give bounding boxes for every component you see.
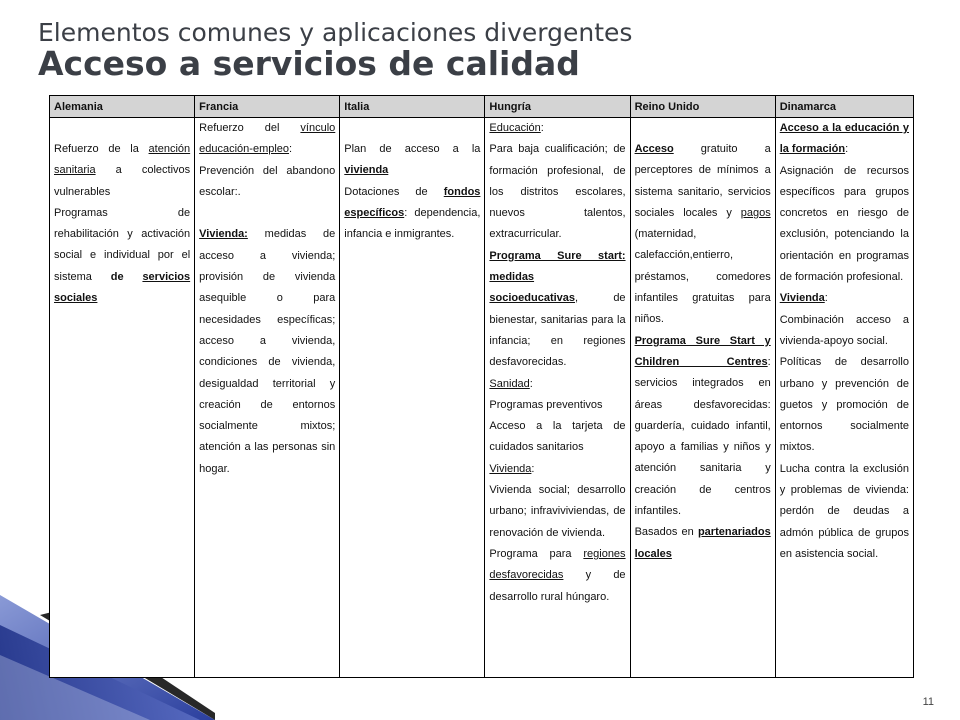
column-header: Alemania: [50, 96, 195, 118]
text: :: [529, 377, 533, 390]
text: Combinación acceso a vivienda-apoyo social.: [779, 313, 909, 347]
text-underlined: pagos: [740, 206, 771, 219]
cell-italia: [340, 118, 485, 678]
text-underlined: Vivienda: [489, 462, 532, 475]
column-header: Dinamarca: [775, 96, 913, 118]
column-header: Hungría: [485, 96, 630, 118]
text-bold-underlined: Acceso a la educación y la formación: [779, 122, 909, 156]
text: Programas de rehabilitación y activación social e individual por el sistema: [54, 206, 191, 283]
text: :: [289, 143, 293, 156]
cell-reino-unido: [630, 118, 775, 678]
text-bold-underlined: vivienda: [344, 164, 389, 177]
cell-hungria: [485, 118, 630, 678]
text: (maternidad, calefacción,entierro, préstamos, comedores infantiles gratuitas para niños.: [634, 228, 771, 326]
text: a colectivos vulnerables: [54, 164, 191, 198]
text-bold-underlined: partenariados locales: [634, 526, 771, 560]
text-underlined: atención sanitaria: [54, 143, 191, 177]
text: :: [824, 292, 828, 305]
text: Programas preventivos: [489, 398, 603, 411]
cell-alemania: [50, 118, 195, 678]
slide-subtitle: Elementos comunes y aplicaciones divergentes: [38, 18, 633, 47]
text: Acceso a la tarjeta de cuidados sanitarios: [489, 420, 626, 454]
text: : dependencia, infancia e inmigrantes.: [344, 206, 481, 241]
text-underlined: vínculo educación-empleo: [199, 122, 336, 156]
text-underlined: Sanidad: [489, 377, 530, 390]
table-header-row: [50, 96, 914, 118]
text: Refuerzo del: [199, 122, 301, 134]
column-header: Francia: [195, 96, 340, 118]
table-row: [50, 118, 914, 678]
page-number: 11: [922, 696, 934, 708]
text-underlined: Educación: [489, 122, 541, 134]
slide-title: Acceso a servicios de calidad: [38, 44, 580, 83]
cell-dinamarca: [775, 118, 913, 678]
text: : servicios integrados en áreas desfavorecidas: guardería, cuidado infantil, apoyo a familias y niños y atención sanitaria y creación de centros infantiles.: [634, 355, 771, 518]
text: Vivienda social; desarrollo urbano; infraviviviendas, de renovación de vivienda.: [489, 484, 626, 539]
text: y de desarrollo rural húngaro.: [489, 569, 626, 603]
text-underlined: regiones desfavorecidas: [489, 547, 626, 582]
text: Dotaciones de: [344, 185, 444, 198]
text: Políticas de desarrollo urbano y prevención de guetos y promoción de entornos socialmente mixtos.: [779, 356, 909, 454]
text: , de bienestar, sanitarias para la infancia; en regiones desfavorecidas.: [489, 292, 626, 369]
column-header: Reino Unido: [630, 96, 775, 118]
text: :: [845, 143, 849, 156]
text: Refuerzo de la: [54, 143, 149, 155]
text-bold: de: [110, 270, 143, 283]
text: Plan de acceso a la: [344, 143, 481, 155]
text: Para baja cualificación; de formación profesional, de los distritos escolares, nuevos talentos, extracurricular.: [489, 143, 626, 241]
text: Basados en: [634, 526, 698, 539]
text: :: [540, 122, 544, 134]
text-bold-underlined: Programa Sure Start y Children Centres: [634, 334, 771, 368]
cell-francia: [195, 118, 340, 678]
text-bold-underlined: Vivienda:: [199, 228, 248, 241]
text: Lucha contra la exclusión y problemas de vivienda: perdón de deudas a admón pública de grupos en asistencia social.: [779, 462, 909, 560]
column-header: Italia: [340, 96, 485, 118]
text: gratuito a perceptores de mínimos a sistema sanitario, servicios sociales locales y: [634, 143, 771, 219]
text-bold-underlined: servicios sociales: [54, 270, 191, 305]
text: Programa para: [489, 547, 584, 560]
text-bold-underlined: fondos específicos: [344, 185, 481, 219]
text: :: [531, 462, 535, 475]
text: Asignación de recursos específicos para grupos concretos en riesgo de exclusión, potenciando la orientación en programas de formación profesional.: [779, 164, 909, 284]
text: medidas de acceso a vivienda; provisión de vivienda asequible o para necesidades específicas; acceso a vivienda, condiciones de vivienda, desigualdad territorial y creación de entornos socialmente mixtos; atención a las personas sin hogar.: [199, 228, 336, 475]
text-bold-underlined: Vivienda: [779, 292, 825, 305]
text-bold-underlined: Acceso: [634, 143, 674, 155]
text-bold-underlined: Programa Sure start: medidas socioeducativas: [489, 249, 626, 305]
text: Prevención del abandono escolar:.: [199, 164, 336, 198]
policy-table: [49, 95, 914, 678]
